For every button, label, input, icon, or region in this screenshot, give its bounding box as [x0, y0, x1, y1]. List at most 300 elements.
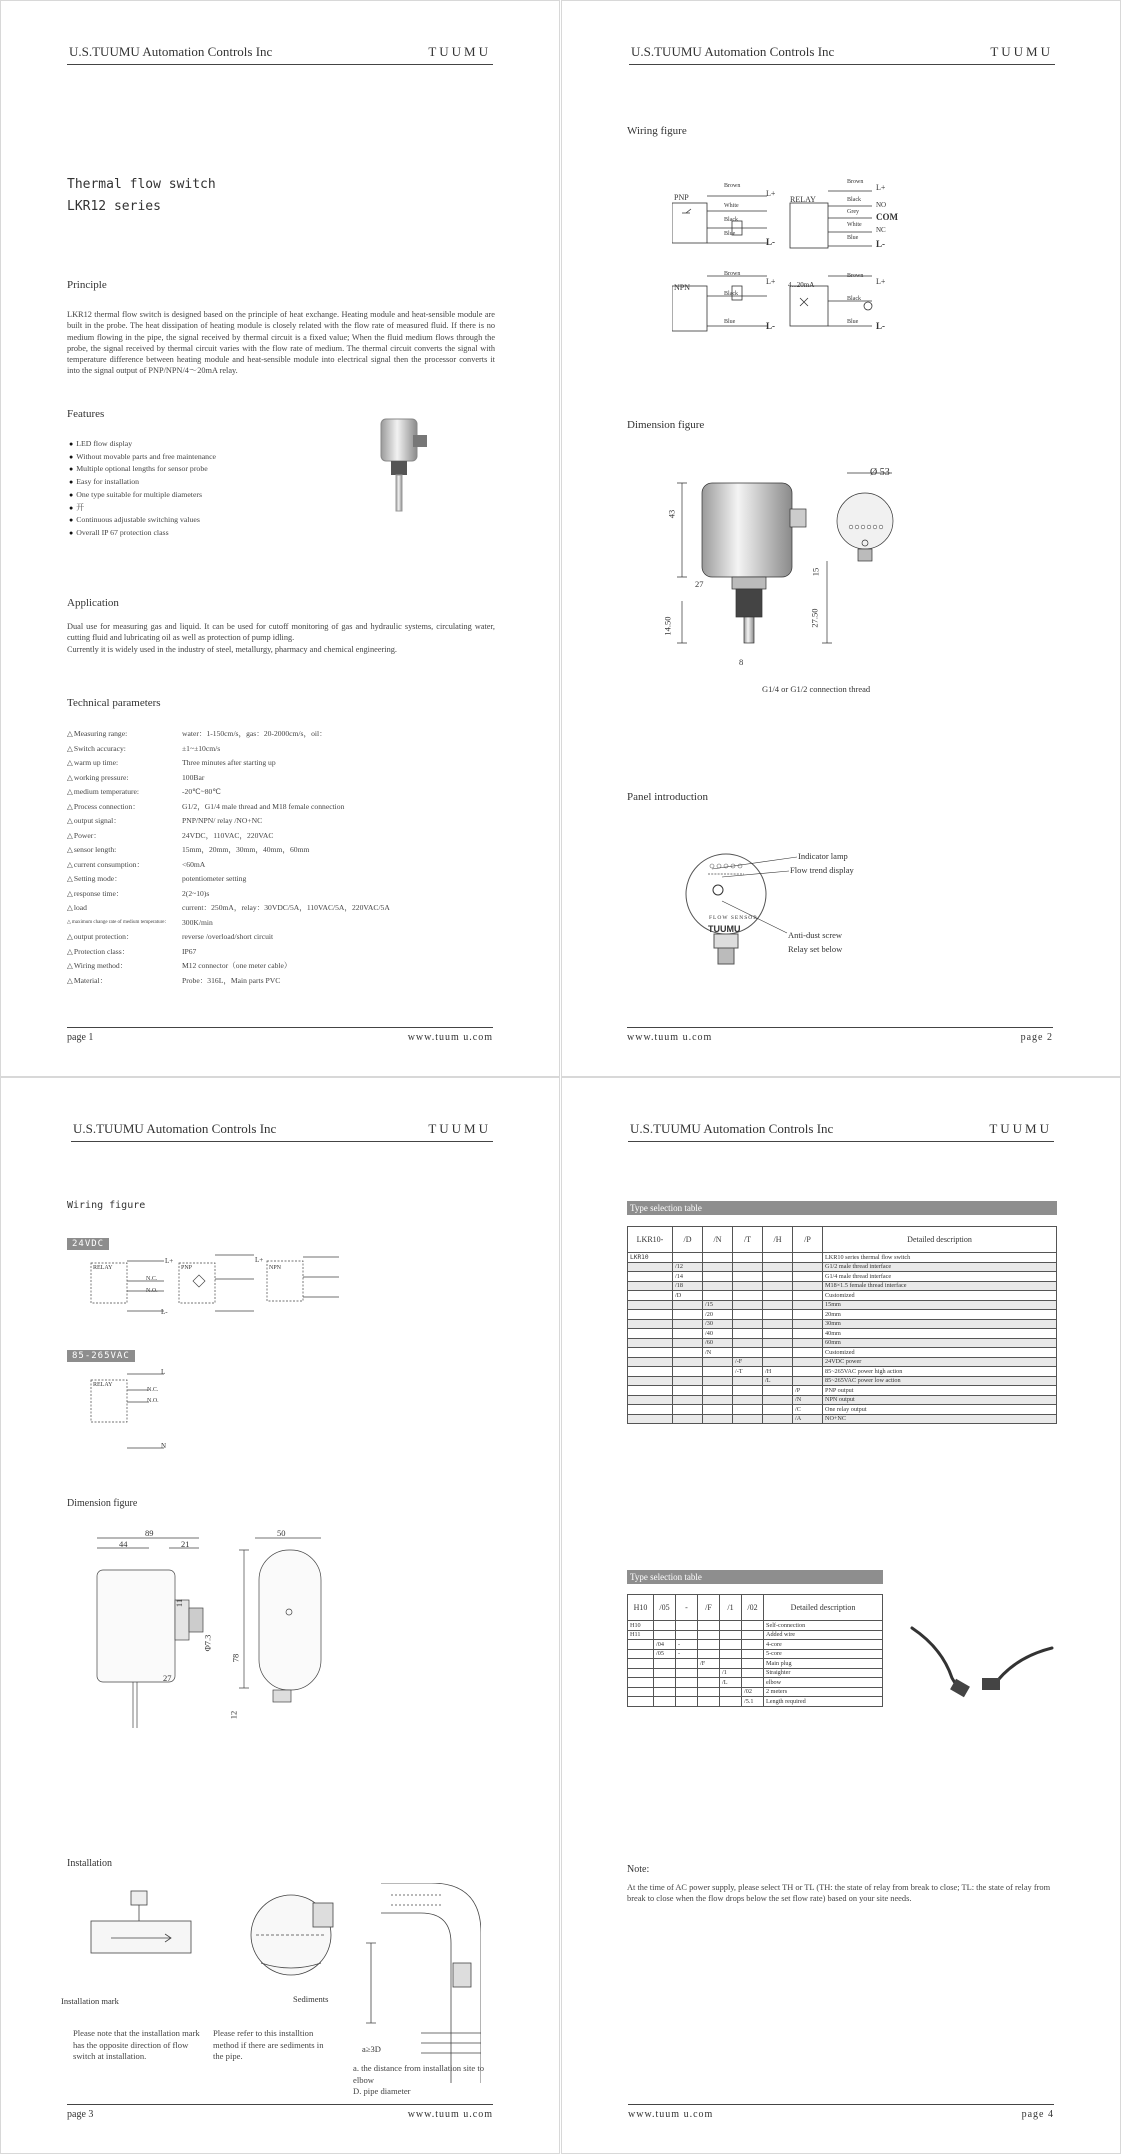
table-cell: 4-core — [764, 1640, 883, 1650]
dim-50: 50 — [277, 1528, 286, 1538]
table-cell: 30mm — [823, 1319, 1057, 1329]
dim-wrench: 27 — [695, 579, 704, 589]
feature-item: ● Multiple optional lengths for sensor probe — [69, 463, 216, 476]
table-cell — [628, 1659, 654, 1669]
table-cell: G1/2 male thread interface — [823, 1262, 1057, 1272]
dimension-heading: Dimension figure — [627, 419, 705, 431]
feature-item: ● One type suitable for multiple diameters — [69, 489, 216, 502]
dim-diameter: Ø 53 — [870, 467, 890, 478]
website-link[interactable]: www.tuum u.com — [627, 1032, 713, 1043]
voltage-24vdc: 24VDC — [67, 1238, 109, 1250]
table-cell — [673, 1319, 703, 1329]
table-row — [628, 1414, 1057, 1424]
table-cell — [733, 1291, 763, 1301]
table-cell: NO+NC — [823, 1414, 1057, 1424]
table-cell — [733, 1300, 763, 1310]
table-header: H10 — [628, 1595, 654, 1621]
table-cell — [793, 1376, 823, 1386]
table-header: Detailed description — [823, 1227, 1057, 1253]
table-cell — [703, 1357, 733, 1367]
table-header: /05 — [654, 1595, 676, 1621]
table-cell: /5.1 — [742, 1697, 764, 1707]
table-cell — [628, 1376, 673, 1386]
table-cell: /05 — [654, 1649, 676, 1659]
table-row — [628, 1338, 1057, 1348]
table-cell — [676, 1621, 698, 1631]
table-cell — [698, 1678, 720, 1688]
wiring-diagrams-graphic — [672, 176, 917, 336]
table-row — [628, 1697, 883, 1707]
feature-item: ● Without movable parts and free maintenance — [69, 451, 216, 464]
table-cell — [793, 1310, 823, 1320]
table-cell — [720, 1687, 742, 1697]
wiring-heading: Wiring figure — [627, 125, 687, 137]
table-cell: /60 — [703, 1338, 733, 1348]
label-npn: NPN — [269, 1265, 282, 1271]
table-cell: elbow — [764, 1678, 883, 1688]
company-name: U.S.TUUMU Automation Controls Inc — [630, 1121, 834, 1136]
panel-brand-text: TUUMU — [708, 924, 741, 934]
table-cell — [628, 1668, 654, 1678]
voltage-85-265vac: 85-265VAC — [67, 1350, 135, 1362]
table-cell — [763, 1386, 793, 1396]
table-row — [628, 1668, 883, 1678]
table-cell — [733, 1338, 763, 1348]
table-cell — [673, 1386, 703, 1396]
table-cell: G1/4 male thread interface — [823, 1272, 1057, 1282]
table-cell: /1 — [720, 1668, 742, 1678]
table-cell — [763, 1338, 793, 1348]
brand-name: TUUMU — [428, 44, 491, 59]
table-cell — [703, 1414, 733, 1424]
panel-callout-lines — [712, 851, 802, 951]
table-row — [628, 1272, 1057, 1282]
table-cell — [628, 1414, 673, 1424]
table-cell: 85~265VAC power low action — [823, 1376, 1057, 1386]
table-cell — [673, 1395, 703, 1405]
table-cell — [733, 1405, 763, 1415]
page-footer — [67, 2104, 493, 2124]
table-cell: /A — [793, 1414, 823, 1424]
dimension-drawing — [662, 461, 922, 681]
table-cell — [698, 1687, 720, 1697]
param-row: △ Material： Probe：316L，Main parts PVC — [67, 974, 390, 989]
table-cell: /15 — [703, 1300, 733, 1310]
table-cell — [793, 1357, 823, 1367]
table-cell — [733, 1386, 763, 1396]
table-cell: Customized — [823, 1348, 1057, 1358]
table-cell — [733, 1319, 763, 1329]
param-row: △ sensor length: 15mm，20mm，30mm，40mm，60mm — [67, 843, 390, 858]
param-row: △ output signal： PNP/NPN/ relay /NO+NC — [67, 814, 390, 829]
table-cell — [733, 1253, 763, 1263]
table-cell — [673, 1310, 703, 1320]
dim-caption: G1/4 or G1/2 connection thread — [762, 684, 871, 694]
table-cell: LKR10 series thermal flow switch — [823, 1253, 1057, 1263]
table-cell — [698, 1621, 720, 1631]
table-row — [628, 1262, 1057, 1272]
param-row: △ response time： 2(2~10)s — [67, 887, 390, 902]
type-selection-table-2 — [627, 1594, 883, 1707]
company-name: U.S.TUUMU Automation Controls Inc — [73, 1121, 277, 1136]
table-cell — [793, 1300, 823, 1310]
installation-note-3: a. the distance from installation site to elbow — [353, 2063, 485, 2085]
table-cell — [763, 1291, 793, 1301]
feature-item: ● LED flow display — [69, 438, 216, 451]
application-text-2: Currently it is widely used in the industry of steel, metallurgy, pharmacy and chemical engineering. — [67, 645, 397, 654]
table-cell — [654, 1659, 676, 1669]
table-cell — [673, 1253, 703, 1263]
dim-21: 21 — [181, 1539, 190, 1549]
table-cell — [742, 1640, 764, 1650]
table-cell — [628, 1300, 673, 1310]
table-cell — [763, 1348, 793, 1358]
installation-note-1: Please note that the installation mark has the opposite direction of flow switch at installation. — [73, 2028, 200, 2061]
param-row: △ Setting mode： potentiometer setting — [67, 872, 390, 887]
sediments-label: Sediments — [293, 1994, 329, 2004]
dim-27: 27 — [163, 1673, 172, 1683]
table-cell: /-F — [733, 1357, 763, 1367]
table-cell — [628, 1348, 673, 1358]
param-row: △ Protection class： IP67 — [67, 945, 390, 960]
table-row — [628, 1348, 1057, 1358]
feature-item: ● Continuous adjustable switching values — [69, 514, 216, 527]
table-cell — [628, 1338, 673, 1348]
page-header — [67, 41, 493, 65]
dim-height: 43 — [666, 509, 677, 519]
param-row: △ warm up time: Three minutes after starting up — [67, 756, 390, 771]
param-row: △ Measuring range: water：1-150cm/s，gas：20-2000cm/s，oil： — [67, 727, 390, 742]
table-cell: /C — [793, 1405, 823, 1415]
application-heading: Application — [67, 597, 119, 609]
table-cell — [703, 1376, 733, 1386]
table-cell — [628, 1405, 673, 1415]
table-cell: /F — [698, 1659, 720, 1669]
table-cell — [703, 1386, 733, 1396]
table-cell: /N — [703, 1348, 733, 1358]
dim-15: 15 — [810, 567, 821, 577]
param-row: △ load current：250mA，relay：30VDC/5A，110VAC/5A，220VAC/5A — [67, 901, 390, 916]
table-row — [628, 1649, 883, 1659]
table-cell: 85~265VAC power high action — [823, 1367, 1057, 1377]
table-cell — [793, 1281, 823, 1291]
table-cell — [793, 1338, 823, 1348]
wiring-heading: Wiring figure — [67, 1200, 146, 1211]
table-cell — [742, 1659, 764, 1669]
table-cell — [676, 1687, 698, 1697]
table-cell — [793, 1348, 823, 1358]
table-cell — [733, 1272, 763, 1282]
page-number: page 4 — [1021, 2109, 1054, 2120]
page-4 — [561, 1077, 1121, 2154]
table-cell: H10 — [628, 1621, 654, 1631]
table-cell — [673, 1348, 703, 1358]
table-row — [628, 1630, 883, 1640]
table-header: LKR10- — [628, 1227, 673, 1253]
table-cell: Length required — [764, 1697, 883, 1707]
brand-name: TUUMU — [428, 1121, 491, 1136]
table-cell: 40mm — [823, 1329, 1057, 1339]
table-cell: /H — [763, 1367, 793, 1377]
page-footer — [628, 2104, 1054, 2124]
table-cell — [654, 1687, 676, 1697]
dim-12: 12 — [228, 1710, 239, 1720]
table-cell: Main plug — [764, 1659, 883, 1669]
param-row: △ current consumption： <60mA — [67, 858, 390, 873]
table-cell — [733, 1329, 763, 1339]
label-lplus: L+ — [255, 1256, 264, 1264]
company-name: U.S.TUUMU Automation Controls Inc — [69, 44, 273, 59]
table-cell — [676, 1630, 698, 1640]
feature-item: ● Easy for installation — [69, 476, 216, 489]
table-cell — [673, 1405, 703, 1415]
table-cell — [742, 1649, 764, 1659]
label-pnp: PNP — [181, 1265, 193, 1271]
dim-8: 8 — [739, 657, 744, 667]
table-row — [628, 1357, 1057, 1367]
table-cell — [628, 1386, 673, 1396]
page-footer — [627, 1027, 1053, 1047]
table-cell: /N — [793, 1395, 823, 1405]
param-row: △ Switch accuracy: ±1~±10cm/s — [67, 742, 390, 757]
table-cell — [733, 1262, 763, 1272]
label-indicator: Indicator lamp — [798, 851, 848, 861]
table-cell — [793, 1367, 823, 1377]
table-cell — [628, 1367, 673, 1377]
table-cell — [763, 1405, 793, 1415]
note-heading: Note: — [627, 1864, 650, 1875]
table-cell — [654, 1697, 676, 1707]
table-header: /T — [733, 1227, 763, 1253]
table-cell — [793, 1262, 823, 1272]
table-cell: One relay output — [823, 1405, 1057, 1415]
table-cell: PNP output — [823, 1386, 1057, 1396]
page-2: U.S.TUUMU Automation Controls Inc TUUMU Wiring figure PNP Brown White Black Blue L+ L- RELAY Brown Black Grey White Blue L+ NO COM NC L- NPN Brown Black Blue L+ L- 4...20mA Brown Black Blue L+ L- Dimension figure Ø 53 43 15 14.50 27.50 27 8 G1/4 or G1/2 connection thread Panel introduction FLOW SENSOR TUUMU Indicator lamp Flow trend display Anti-dust screw Relay set below www.tuum u.com page 2 — [561, 0, 1121, 1077]
brand-name: TUUMU — [990, 44, 1053, 59]
page-3 — [0, 1077, 560, 2154]
page-number: page 3 — [67, 2109, 94, 2120]
label-n: N — [161, 1442, 167, 1450]
table-cell: 20mm — [823, 1310, 1057, 1320]
table-cell: /-T — [733, 1367, 763, 1377]
table-cell: 15mm — [823, 1300, 1057, 1310]
table-row — [628, 1405, 1057, 1415]
features-heading: Features — [67, 408, 105, 420]
doc-subtitle: LKR12 series — [67, 199, 161, 214]
table-cell — [742, 1621, 764, 1631]
table-cell: /L — [763, 1376, 793, 1386]
type-table-2-title: Type selection table — [627, 1570, 883, 1584]
table-cell — [628, 1329, 673, 1339]
website-link[interactable]: www.tuum u.com — [407, 2109, 493, 2120]
page-number: page 2 — [1020, 1032, 1053, 1043]
table-header: - — [676, 1595, 698, 1621]
table-cell — [628, 1649, 654, 1659]
note-text: At the time of AC power supply, please select TH or TL (TH: the state of relay from break to close; TL: the state of relay from break to close when the flow drops below the set flow rate) based on your site needs. — [627, 1883, 1051, 1904]
label-screw: Anti-dust screw — [788, 930, 843, 940]
table-cell — [763, 1262, 793, 1272]
feature-item: ● 开 — [69, 502, 216, 515]
product-photo — [371, 411, 441, 521]
table-cell — [698, 1697, 720, 1707]
table-cell — [676, 1697, 698, 1707]
label-flow: Flow trend display — [790, 865, 854, 875]
table-cell — [673, 1376, 703, 1386]
table-cell — [742, 1678, 764, 1688]
type-selection-table-1 — [627, 1226, 1057, 1424]
table-cell — [676, 1678, 698, 1688]
table-row — [628, 1310, 1057, 1320]
dim-89: 89 — [145, 1528, 154, 1538]
label-nc: N.C. — [146, 1276, 158, 1282]
table-cell — [676, 1659, 698, 1669]
table-cell: /20 — [703, 1310, 733, 1320]
table-cell — [720, 1630, 742, 1640]
table-cell — [676, 1668, 698, 1678]
distance-label: a≥3D — [362, 2044, 381, 2054]
table-cell — [763, 1319, 793, 1329]
table-cell — [720, 1659, 742, 1669]
dim-11: 11 — [174, 1598, 185, 1608]
table-cell — [733, 1310, 763, 1320]
table-cell: Customized — [823, 1291, 1057, 1301]
table-cell: 5-core — [764, 1649, 883, 1659]
table-cell — [763, 1253, 793, 1263]
table-cell — [673, 1367, 703, 1377]
table-cell — [628, 1272, 673, 1282]
table-cell — [793, 1272, 823, 1282]
table-header: /N — [703, 1227, 733, 1253]
installation-note-2: Please refer to this installtion method if there are sediments in the pipe. — [213, 2028, 324, 2061]
table-cell — [763, 1329, 793, 1339]
table-cell — [703, 1272, 733, 1282]
label-no: N.O. — [147, 1398, 159, 1404]
table-cell — [628, 1687, 654, 1697]
param-row: △ Process connection： G1/2，G1/4 male thread and M18 female connection — [67, 800, 390, 815]
table-cell — [703, 1253, 733, 1263]
table-cell — [720, 1649, 742, 1659]
table-row — [628, 1319, 1057, 1329]
table-cell — [628, 1291, 673, 1301]
table-cell — [654, 1678, 676, 1688]
feature-item: ● Overall IP 67 protection class — [69, 527, 216, 540]
table-cell: M18×1.5 female thread interface — [823, 1281, 1057, 1291]
table-row — [628, 1621, 883, 1631]
table-cell — [654, 1621, 676, 1631]
installation-mark: Installation mark — [61, 1996, 119, 2006]
table-cell — [742, 1668, 764, 1678]
company-name: U.S.TUUMU Automation Controls Inc — [631, 44, 835, 59]
page-number: page 1 — [67, 1032, 94, 1043]
table-cell — [628, 1640, 654, 1650]
page-1 — [0, 0, 560, 1077]
table-cell — [793, 1291, 823, 1301]
param-row: △ maximum change rate of medium temperature： 300K/min — [67, 916, 390, 931]
table-cell: /D — [673, 1291, 703, 1301]
table-header: /02 — [742, 1595, 764, 1621]
table-cell: /40 — [703, 1329, 733, 1339]
table-cell — [763, 1281, 793, 1291]
table-header: /D — [673, 1227, 703, 1253]
table-cell — [698, 1668, 720, 1678]
table-cell — [628, 1310, 673, 1320]
table-cell: /L — [720, 1678, 742, 1688]
table-cell — [673, 1414, 703, 1424]
doc-title: Thermal flow switch — [67, 177, 216, 192]
table-cell — [720, 1621, 742, 1631]
table-cell — [763, 1414, 793, 1424]
table-cell — [733, 1414, 763, 1424]
label-no: N.O. — [146, 1288, 158, 1294]
table-cell — [698, 1630, 720, 1640]
params-list — [67, 727, 390, 988]
principle-heading: Principle — [67, 279, 107, 291]
table-row — [628, 1291, 1057, 1301]
table-cell — [703, 1281, 733, 1291]
param-row: △ Wiring method： M12 connector（one meter cable） — [67, 959, 390, 974]
label-lplus: L+ — [165, 1257, 174, 1265]
installation-note-4: D. pipe diameter — [353, 2086, 411, 2096]
table-cell — [763, 1310, 793, 1320]
table-cell — [673, 1329, 703, 1339]
label-relay: Relay set below — [788, 944, 843, 954]
table-cell — [628, 1262, 673, 1272]
dim-78: 78 — [230, 1653, 241, 1663]
table-cell — [733, 1376, 763, 1386]
website-link[interactable]: www.tuum u.com — [407, 1032, 493, 1043]
table-cell — [654, 1630, 676, 1640]
table-cell — [720, 1697, 742, 1707]
table-row — [628, 1376, 1057, 1386]
table-row — [628, 1659, 883, 1669]
label-relay: RELAY — [93, 1382, 113, 1388]
wiring-dc-graphic — [89, 1253, 349, 1318]
table-cell — [703, 1262, 733, 1272]
table-cell: - — [676, 1649, 698, 1659]
table-cell — [703, 1291, 733, 1301]
features-list — [69, 438, 216, 540]
table-cell: Self-connection — [764, 1621, 883, 1631]
table-header: /P — [793, 1227, 823, 1253]
label-relay: RELAY — [93, 1265, 113, 1271]
page-header — [629, 41, 1055, 65]
table-header: /1 — [720, 1595, 742, 1621]
table-cell: LKR10 — [628, 1253, 673, 1263]
website-link[interactable]: www.tuum u.com — [628, 2109, 714, 2120]
table-cell — [673, 1338, 703, 1348]
table-cell — [628, 1395, 673, 1405]
dimension-drawing — [89, 1530, 339, 1730]
table-cell — [733, 1348, 763, 1358]
table-cell — [703, 1367, 733, 1377]
label-lminus: L- — [161, 1308, 168, 1316]
table-cell — [698, 1649, 720, 1659]
page-footer — [67, 1027, 493, 1047]
table-cell: 2 meters — [764, 1687, 883, 1697]
table-cell — [628, 1697, 654, 1707]
table-cell — [720, 1640, 742, 1650]
table-cell: 60mm — [823, 1338, 1057, 1348]
table-cell — [698, 1640, 720, 1650]
table-cell: Added wire — [764, 1630, 883, 1640]
table-header: Detailed description — [764, 1595, 883, 1621]
label-l: L — [161, 1368, 166, 1376]
table-cell — [628, 1357, 673, 1367]
table-row — [628, 1386, 1057, 1396]
table-cell — [763, 1272, 793, 1282]
table-cell: /14 — [673, 1272, 703, 1282]
table-cell — [703, 1395, 733, 1405]
